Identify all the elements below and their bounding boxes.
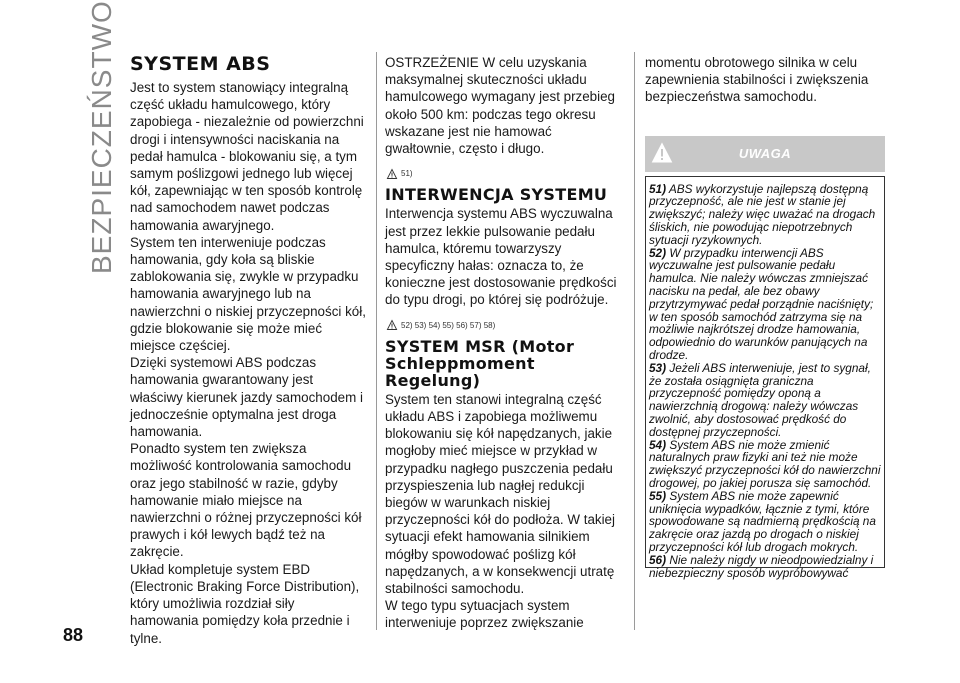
column-1 (130, 54, 366, 647)
column-3 (645, 54, 885, 580)
note-item (649, 490, 881, 554)
column-divider (634, 52, 635, 630)
paragraph: System ten stanowi integralną część układu ABS i zapobiega możliwemu blokowaniu się kół napędzanych, jakie mogłoby mieć miejsce w przykład w przypadku nagłego puszczenia pedału przyspieszenia lub nagłej redukcji biegów w warunkach niskiej przyczepności kół do podłoża. W takiej sytuacji efekt hamowania silnikiem mógłby spowodować poślizg kół napędzanych, a w konsekwencji utratę stabilności samochodu. (385, 391, 615, 597)
note-text: ABS wykorzystuje najlepszą dostępną przyczepność, ale nie jest w stanie jej zwiększyć; należy więc uważać na drogach śliskich, nie powodując niepotrzebnych sytuacji ryzykownych. (649, 181, 876, 247)
paragraph: momentu obrotowego silnika w celu zapewnienia stabilności i zwiększenia bezpieczeństwa samochodu. (645, 55, 869, 105)
side-section-title: BEZPIECZEŃSTWO (86, 0, 117, 274)
note-text: Nie należy nigdy w nieodpowiedzialny i niebezpieczny sposób wypróbowywać (649, 552, 874, 580)
note-number: 56) (649, 552, 667, 567)
note-text: Jeżeli ABS interweniuje, jest to sygnał, że została osiągnięta graniczna przyczepność pomiędzy oponą a nawierzchnią drogową: należy wówczas zwolnić, aby dostosować prędkość do dostępnej przyczepności. (649, 360, 871, 439)
warning-triangle-icon (387, 320, 397, 330)
warning-triangle-icon (651, 142, 673, 164)
paragraph: Dzięki systemowi ABS podczas hamowania gwarantowany jest właściwy kierunek jazdy samochodem i jednocześnie optymalna jest droga hamowania. (130, 355, 363, 440)
column-2 (385, 54, 622, 632)
note-item (649, 247, 881, 362)
paragraph: Interwencja systemu ABS wyczuwalna jest przez lekkie pulsowanie pedału hamulca, któremu towarzyszy specyficzny hałas: oznacza to, że konieczne jest dostosowanie prędkości do typu drogi, po której się podróżuje. (385, 206, 617, 308)
reference-numbers: 52) 53) 54) 55) 56) 57) 58) (401, 320, 496, 330)
note-number: 52) (649, 245, 667, 260)
warning-triangle-icon (387, 169, 397, 179)
note-text: System ABS nie może zmienić naturalnych praw fizyki ani też nie może zwiększyć przyczepności kół do nawierzchni drogowej, po jakiej porusza się samochód. (649, 437, 881, 490)
note-number: 55) (649, 488, 667, 503)
note-text: System ABS nie może zapewnić uniknięcia wypadków, łącznie z tymi, które spowodowane są nadmierną prędkością na zakręcie oraz jazdą po drogach o niskiej przyczepności kół lub drogach mokrych. (649, 488, 876, 554)
column-divider (376, 52, 377, 630)
warning-reference (387, 317, 622, 334)
uwaga-title: UWAGA (738, 146, 792, 161)
note-item (649, 439, 881, 490)
note-item (649, 183, 881, 247)
note-text: W przypadku interwencji ABS wyczuwalne jest pulsowanie pedału hamulca. Nie należy wówczas zmniejszać nacisku na pedał, ale bez obawy przytrzymywać pedał porządnie naciśnięty; w ten sposób samochód zatrzyma się na możliwie najkrótszej drodze hamowania, odpowiednio do warunków panujących na drodze. (649, 245, 874, 362)
section-heading-msr: SYSTEM MSR (Motor Schleppmoment Regelung) (385, 336, 575, 390)
warning-reference (387, 165, 622, 182)
paragraph: System ten interweniuje podczas hamowania, gdy koła są bliskie zablokowania się, zwykle w przypadku hamowania awaryjnego lub na nawierzchni o niskiej przyczepności kół, gdzie blokowanie się może mieć miejsce częściej. (130, 234, 366, 354)
note-number: 51) (649, 181, 667, 196)
paragraph: Układ kompletuje system EBD (Electronic Braking Force Distribution), który umożliwia rozdział siły hamowania pomiędzy koła przednie i tylne. (130, 561, 360, 646)
reference-numbers: 51) (401, 169, 413, 179)
paragraph: Ponadto system ten zwiększa możliwość kontrolowania samochodu oraz jego stabilność w razie, gdyby hamowanie miało miejsce na nawierzchni o różnej przyczepności kół prawych i kół lewych bądź też na zakręcie. (130, 441, 362, 560)
page-number: 88 (63, 625, 84, 645)
warning-paragraph: OSTRZEŻENIE W celu uzyskania maksymalnej skuteczności układu hamulcowego wymagany jest przebieg około 500 km: podczas tego okresu wskazane jest nie hamować gwałtownie, często i długo. (385, 55, 615, 157)
paragraph: Jest to system stanowiący integralną część układu hamulcowego, który zapobiega - niezależnie od powierzchni drogi i intensywności naciskania na pedał hamulca - blokowaniu się, a tym samym poślizgowi jednego lub więcej kół, zapewniając w ten sposób kontrolę nad samochodem nawet podczas hamowania awaryjnego. (130, 80, 364, 233)
uwaga-header (645, 136, 885, 172)
section-heading-interwencja: INTERWENCJA SYSTEMU (385, 185, 608, 205)
paragraph: W tego typu sytuacjach system interweniuje poprzez zwiększanie (385, 598, 584, 631)
note-number: 53) (649, 360, 667, 375)
note-item (649, 554, 881, 580)
note-item (649, 362, 881, 439)
section-heading-abs: SYSTEM ABS (130, 53, 271, 75)
uwaga-notes-box (645, 176, 885, 580)
note-number: 54) (649, 437, 667, 452)
